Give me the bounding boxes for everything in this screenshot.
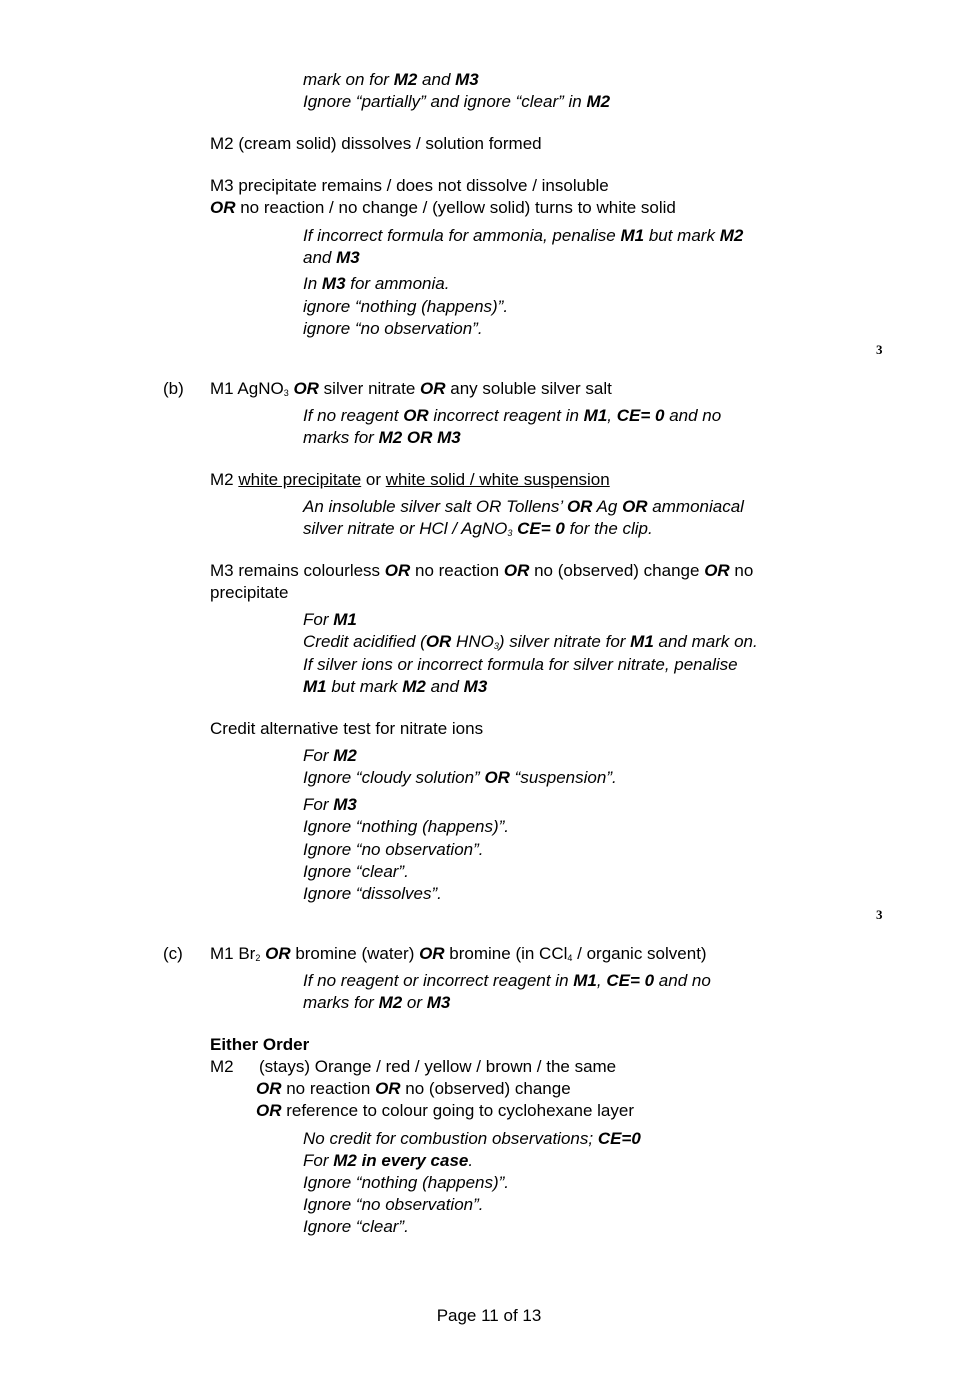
either-order-heading: Either Order [210, 1035, 310, 1054]
note-line: If silver ions or incorrect formula for silver nitrate, penalise [303, 655, 738, 674]
note-line: Ignore “no observation”. [303, 840, 484, 859]
note-line: Ignore “cloudy solution” OR “suspension”. [303, 768, 617, 787]
note-line: No credit for combustion observations; CE=0 [303, 1129, 641, 1148]
answer-m2: (stays) Orange / red / yellow / brown / the same [259, 1057, 617, 1076]
answer-m2-alt: OR no reaction OR no (observed) change [256, 1079, 571, 1098]
note-line: Ignore “no observation”. [303, 1195, 484, 1214]
note-line: ignore “nothing (happens)”. [303, 297, 509, 316]
note-line: For M2 in every case. [303, 1151, 474, 1170]
answer-m2-label: M2 [210, 1057, 234, 1076]
note-line: Ignore “clear”. [303, 1217, 409, 1236]
part-label: (c) [163, 944, 183, 963]
answer-m3-cont: precipitate [210, 583, 289, 602]
note-line: If no reagent OR incorrect reagent in M1, CE= 0 and no [303, 406, 722, 425]
note-line: An insoluble silver salt OR Tollens’ OR Ag OR ammoniacal [303, 497, 744, 516]
note-line: For M3 [303, 795, 357, 814]
answer-m3-alt: OR no reaction / no change / (yellow solid) turns to white solid [210, 198, 676, 217]
answer-m2: M2 white precipitate or white solid / white suspension [210, 470, 610, 489]
answer-m2-alt: OR reference to colour going to cyclohexane layer [256, 1101, 634, 1120]
alternative-test: Credit alternative test for nitrate ions [210, 719, 484, 738]
note-line: marks for M2 OR M3 [303, 428, 461, 447]
note-line: If no reagent or incorrect reagent in M1, CE= 0 and no [303, 971, 711, 990]
marks-total: 3 [876, 342, 883, 357]
marks-total: 3 [876, 907, 883, 922]
answer-m3: M3 remains colourless OR no reaction OR no (observed) change OR no [210, 561, 754, 580]
note-line: and M3 [303, 248, 360, 267]
note-line: marks for M2 or M3 [303, 993, 451, 1012]
note-line: mark on for M2 and M3 [303, 70, 479, 89]
answer-m2: M2 (cream solid) dissolves / solution formed [210, 134, 542, 153]
note-line: ignore “no observation”. [303, 319, 483, 338]
note-line: Ignore “dissolves”. [303, 884, 442, 903]
note-line: If incorrect formula for ammonia, penalise M1 but mark M2 [303, 226, 744, 245]
note-line: M1 but mark M2 and M3 [303, 677, 488, 696]
note-line: Ignore “nothing (happens)”. [303, 817, 510, 836]
note-line: silver nitrate or HCl / AgNO$_3$ CE= 0 for the clip. [303, 519, 653, 538]
answer-m3: M3 precipitate remains / does not dissolve / insoluble [210, 176, 609, 195]
note-line: Ignore “nothing (happens)”. [303, 1173, 510, 1192]
answer-m1: M1 $Br_2$ OR bromine (water) OR bromine (in CCl$_4$ / organic solvent) [210, 944, 707, 963]
note-line: Credit acidified (OR $HNO_3$) silver nitrate for M1 and mark on. [303, 632, 758, 651]
note-line: For M2 [303, 746, 357, 765]
note-line: For M1 [303, 610, 357, 629]
note-line: Ignore “partially” and ignore “clear” in M2 [303, 92, 611, 111]
note-line: Ignore “clear”. [303, 862, 409, 881]
answer-m1: M1 AgNO$_3$ OR silver nitrate OR any soluble silver salt [210, 379, 612, 398]
page-number: Page 11 of 13 [436, 1306, 542, 1325]
part-label: (b) [163, 379, 184, 398]
note-line: In M3 for ammonia. [303, 274, 450, 293]
